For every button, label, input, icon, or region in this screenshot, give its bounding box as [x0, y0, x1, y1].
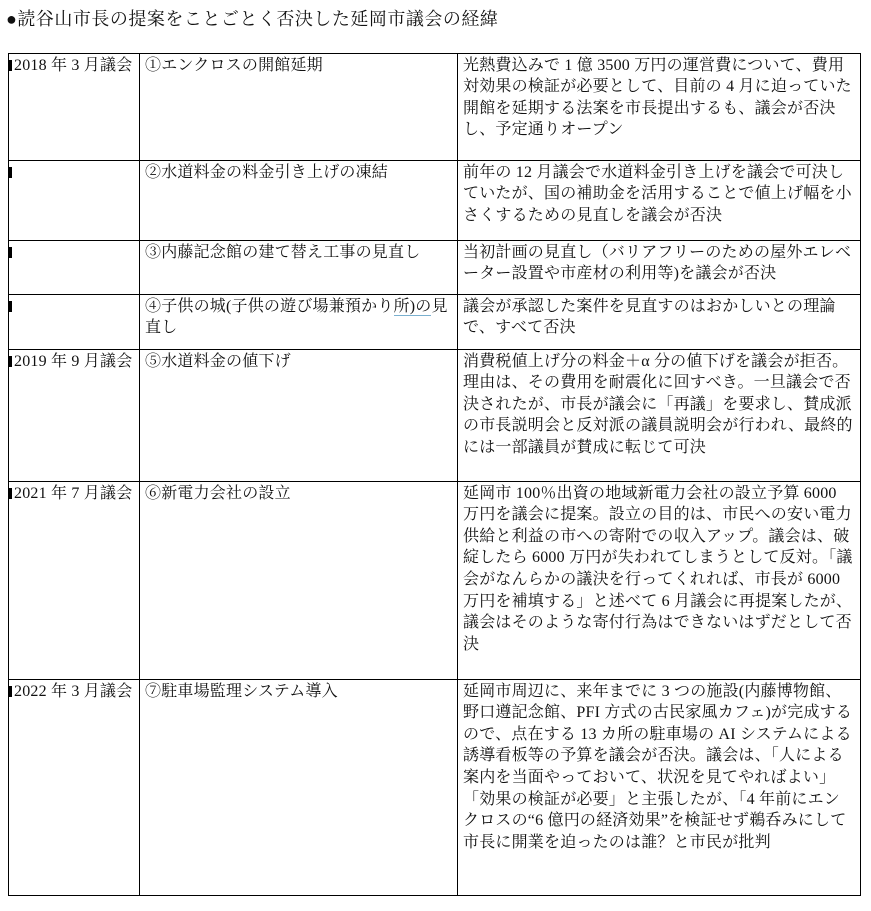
council-history-table [8, 53, 861, 896]
outcome-text: 光熱費込みで 1 億 3500 万円の運営費について、費用対効果の検証が必要として、目前の 4 月に迫っていた開館を延期する法案を市長提出するも、議会が否決し、予定通りオープン [463, 56, 852, 139]
paragraph-marker-icon [9, 60, 13, 71]
table-row [9, 679, 861, 895]
proposal-text: ⑤水道料金の値下げ [145, 352, 291, 370]
proposal-text: ①エンクロスの開館延期 [145, 56, 323, 74]
session-label: 2019 年 9 月議会 [14, 352, 133, 370]
paragraph-marker-icon [9, 247, 13, 258]
session-label: 2022 年 3 月議会 [14, 682, 133, 700]
proposal-cell [140, 53, 458, 160]
outcome-cell [458, 349, 861, 481]
outcome-text: 消費税値上げ分の料金＋α 分の値下げを議会が拒否。理由は、その費用を耐震化に回すべき。一旦議会で否決されたが、市長が議会に「再議」を要求し、賛成派の市長説明会と反対派の議員説明会が行われ、最終的には一部議員が賛成に転じて可決 [463, 352, 853, 456]
proposal-cell [140, 481, 458, 679]
outcome-cell [458, 294, 861, 349]
session-label: 2018 年 3 月議会 [14, 56, 133, 74]
session-cell [9, 349, 140, 481]
table-row [9, 481, 861, 679]
session-cell [9, 53, 140, 160]
table-row [9, 349, 861, 481]
outcome-text: 前年の 12 月議会で水道料金引き上げを議会で可決していたが、国の補助金を活用することで値上げ幅を小さくするための見直しを議会が否決 [463, 163, 852, 224]
outcome-cell [458, 53, 861, 160]
proposal-cell [140, 240, 458, 294]
proposal-cell [140, 679, 458, 895]
table-row [9, 240, 861, 294]
session-cell [9, 481, 140, 679]
session-cell [9, 294, 140, 349]
session-label: 2021 年 7 月議会 [14, 484, 133, 502]
proposal-text: ⑥新電力会社の設立 [145, 484, 291, 502]
session-cell [9, 679, 140, 895]
proposal-text-underlined: 所)の [393, 297, 432, 315]
outcome-text: 議会が承認した案件を見直すのはおかしいとの理論で、すべて否決 [463, 297, 836, 337]
outcome-cell [458, 481, 861, 679]
paragraph-marker-icon [9, 167, 13, 178]
outcome-cell [458, 240, 861, 294]
session-cell [9, 160, 140, 240]
table-row [9, 53, 861, 160]
proposal-text-part: ④子供の城(子供の遊び場兼預かり [145, 297, 394, 315]
outcome-text: 当初計画の見直し（バリアフリーのための屋外エレベーター設置や市産材の利用等)を議会が否決 [463, 243, 852, 283]
paragraph-marker-icon [9, 488, 13, 499]
session-cell [9, 240, 140, 294]
paragraph-marker-icon [9, 301, 13, 312]
outcome-text: 延岡市 100％出資の地域新電力会社の設立予算 6000 万円を議会に提案。設立の目的は、市民への安い電力供給と利益の市への寄附での収入アップ。議会は、破綻したら 6000 万円が失われてしまうとして反対。「議会がなんらかの議決を行ってくれれば、市長が 6000 万円を補填する」と述べて 6 月議会に再提案したが、議会はそのような寄付行為はできないはずだとして否決 [463, 484, 853, 653]
page-title: ●読谷山市長の提案をことごとく否決した延岡市議会の経緯 [6, 9, 499, 29]
table-row [9, 294, 861, 349]
proposal-text: ②水道料金の料金引き上げの凍結 [145, 163, 389, 181]
proposal-cell [140, 294, 458, 349]
proposal-cell [140, 349, 458, 481]
outcome-text: 延岡市周辺に、来年までに 3 つの施設(内藤博物館、野口遵記念館、PFI 方式の古民家風カフェ)が完成するので、点在する 13 カ所の駐車場の AI システムによる誘導看板等の予算を議会が否決。議会は、「人による案内を当面やっておいて、状況を見てやればよい」「効果の検証が必要」と主張したが、「4 年前にエンクロスの“6 億円の経済効果”を検証せず鵜呑みにして市長に開業を迫ったのは誰？と市民が批判 [463, 682, 853, 851]
proposal-text: ⑦駐車場監理システム導入 [145, 682, 338, 700]
proposal-cell [140, 160, 458, 240]
paragraph-marker-icon [9, 686, 13, 697]
paragraph-marker-icon [9, 356, 13, 367]
outcome-cell [458, 679, 861, 895]
proposal-text: ③内藤記念館の建て替え工事の見直し [145, 243, 421, 261]
proposal-text-part: 見直し [145, 297, 448, 337]
outcome-cell [458, 160, 861, 240]
table-row [9, 160, 861, 240]
